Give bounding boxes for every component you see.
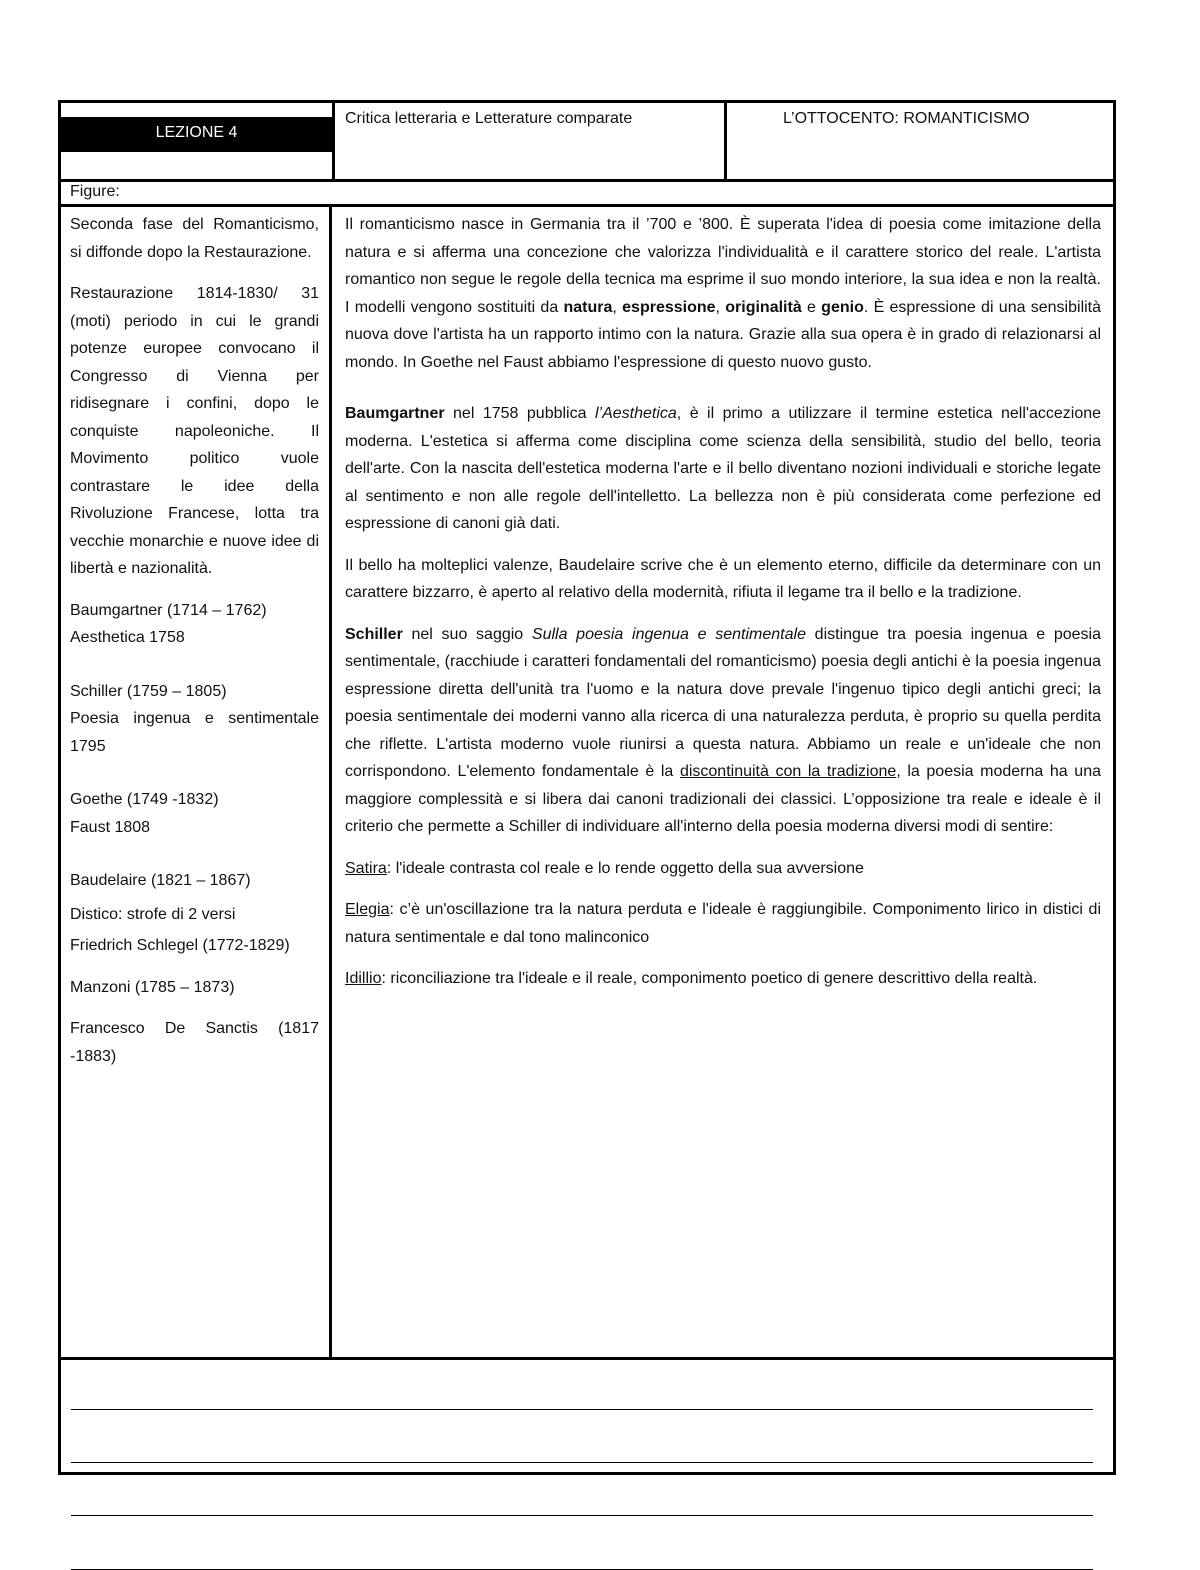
definition-idillio: Idillio: riconciliazione tra l'ideale e il reale, componimento poetico di genere descrittivo della realtà. — [345, 970, 1038, 987]
author-name: Schiller (1759 – 1805) — [70, 682, 227, 700]
sidebar-entry-manzoni: Manzoni (1785 – 1873) — [70, 978, 235, 996]
topic-title: L’OTTOCENTO: ROMANTICISMO — [783, 110, 1030, 127]
figures-label: Figure: — [70, 183, 120, 200]
divider — [61, 149, 332, 152]
paragraph-romanticismo: Il romanticismo nasce in Germania tra il ’700 e ’800. È superata l'idea di poesia come imitazione della natura e si afferma una concezione che valorizza l'individualità e il carattere storico del reale. L'artista romantico non segue le regole della tecnica ma esprime il suo mondo interiore, la sua idea e non la realtà. I modelli vengono sostituiti da natura, espressione, originalità e genio. È espressione di una sensibilità nuova dove l'artista ha un rapporto intimo con la natura. Grazie alla sua opera è in grado di relazionarsi al mondo. In Goethe nel Faust abbiamo l'espressione di questo nuovo gusto. — [345, 216, 1102, 371]
definition-elegia: Elegia: c’è un'oscillazione tra la natura perduta e l'ideale è raggiungibile. Componimento lirico in distici di natura sentimentale e dal tono malinconico — [345, 901, 1101, 946]
lesson-number: LEZIONE 4 — [61, 117, 332, 149]
author-work: Poesia ingenua e sentimentale 1795 — [70, 710, 319, 755]
figures-row — [61, 182, 1113, 207]
term: Elegia — [345, 901, 390, 918]
note-line — [71, 1462, 1093, 1463]
content-row — [61, 207, 1113, 1360]
header-row — [61, 103, 1113, 182]
sidebar-paragraph: Seconda fase del Romanticismo, si diffonde dopo la Restaurazione. — [70, 216, 319, 261]
sidebar-entry-goethe — [70, 786, 319, 841]
lesson-sheet — [58, 100, 1116, 1475]
definition-satira: Satira: l'ideale contrasta col reale e lo rende oggetto della sua avversione — [345, 859, 864, 877]
sidebar-paragraph: Restaurazione 1814-1830/ 31 (moti) periodo in cui le grandi potenze europee convocano il Congresso di Vienna per ridisegnare i confini, dopo le conquiste napoleoniche. Il Movimento politico vuole contrastare le idee della Rivoluzione Francese, lotta tra vecchie monarchie e nuove idee di libertà e nazionalità. — [70, 285, 319, 577]
sidebar-entry-schiller — [70, 678, 319, 761]
note-line — [71, 1515, 1093, 1516]
sidebar-entry-distico: Distico: strofe di 2 versi — [70, 905, 236, 923]
course-title: Critica letteraria e Letterature comparate — [345, 110, 633, 127]
notes-area — [61, 1360, 1113, 1472]
author-name: Baumgartner (1714 – 1762) — [70, 601, 267, 619]
term: Satira — [345, 859, 387, 877]
course-cell — [335, 103, 727, 179]
author-work: Faust 1808 — [70, 818, 151, 836]
author-work: Aesthetica 1758 — [70, 629, 185, 646]
sidebar-entry-desanctis: Francesco De Sanctis (1817 -1883) — [70, 1020, 319, 1065]
note-line — [71, 1409, 1093, 1410]
sidebar-entry-schlegel: Friedrich Schlegel (1772-1829) — [70, 937, 290, 954]
main-text — [335, 207, 1113, 1357]
sidebar-notes — [61, 207, 332, 1357]
paragraph-baudelaire: Il bello ha molteplici valenze, Baudelaire scrive che è un elemento eterno, difficile da determinare con un carattere bizzarro, è aperto al relativo della modernità, rifiuta il legame tra il bello e la tradizione. — [345, 556, 1101, 601]
term: Idillio — [345, 970, 382, 987]
sidebar-entry-baumgartner — [70, 597, 319, 652]
paragraph-baumgartner: Baumgartner nel 1758 pubblica l’Aesthetica, è il primo a utilizzare il termine estetica nell'accezione moderna. L'estetica si afferma come disciplina come scienza della sensibilità, studio del bello, teoria dell'arte. Con la nascita dell'estetica moderna l'arte e il bello diventano nozioni individuali e storiche legate al sentimento e non alle regole dell'intelletto. La bellezza non è più considerata come perfezione ed espressione di canoni già dati. — [345, 405, 1102, 532]
author-name: Goethe (1749 -1832) — [70, 791, 219, 808]
sidebar-entry-baudelaire: Baudelaire (1821 – 1867) — [70, 872, 251, 889]
paragraph-schiller: Schiller nel suo saggio Sulla poesia ingenua e sentimentale distingue tra poesia ingenua e poesia sentimentale, (racchiude i caratteri fondamentali del romanticismo) poesia degli antichi è la poesia ingenua espressione diretta dell'unità tra l'uomo e la natura dove prevale l'ingenuo tipico degli antichi greci; la poesia sentimentale dei moderni vanno alla ricerca di una naturalezza perduta, è proprio su quella perdita che riflette. L'artista moderno vuole riunirsi a questa natura. Abbiamo un reale e un'ideale che non corrispondono. L'elemento fondamentale è la discontinuità con la tradizione, la poesia moderna ha una maggiore complessità e si libera dai canoni tradizionali dei classici. L’opposizione tra reale e ideale è il criterio che permette a Schiller di individuare all'interno della poesia moderna diversi modi di sentire: — [345, 625, 1102, 835]
lesson-cell — [61, 103, 335, 179]
topic-cell — [727, 103, 1113, 179]
